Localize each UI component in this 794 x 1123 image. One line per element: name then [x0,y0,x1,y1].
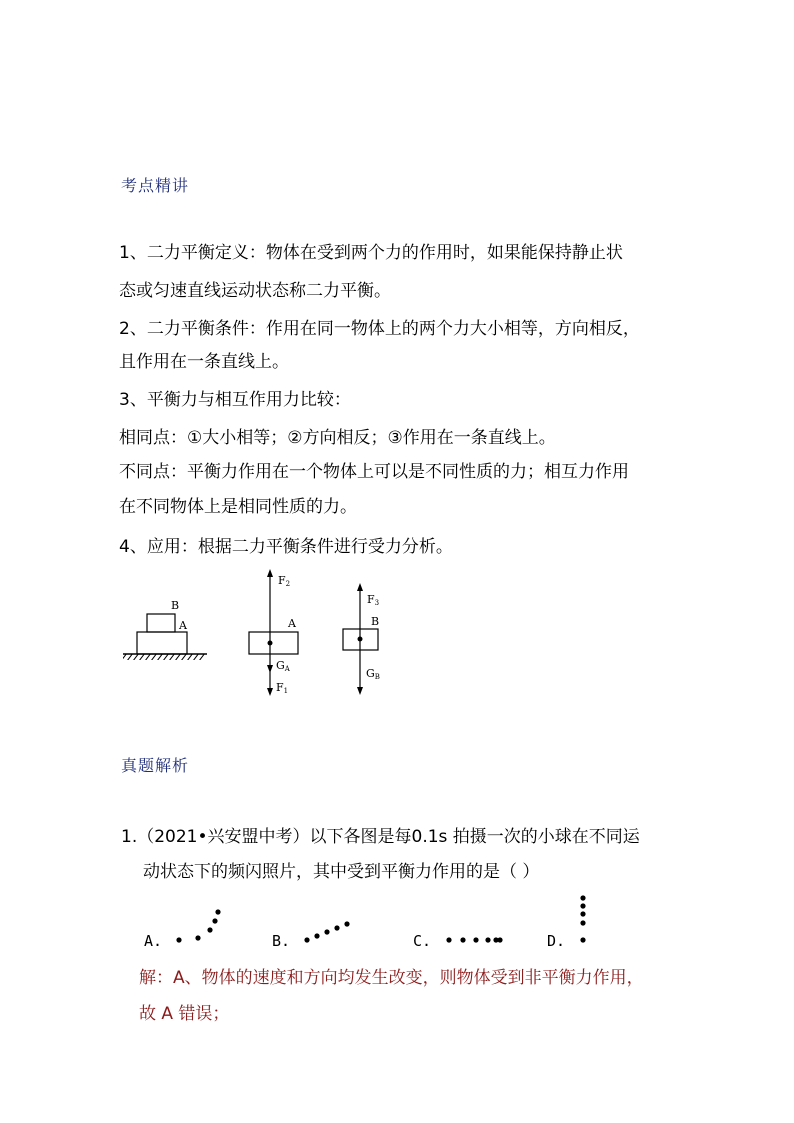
ground-hatch [123,654,205,660]
force-diagram [115,565,415,705]
block-a-center [268,641,273,646]
label-b: B [171,599,180,612]
option-a-dots [176,909,220,942]
question-line-1: 1.（2021•兴安盟中考）以下各图是每0.1s 拍摄一次的小球在不同运 [121,827,640,847]
diff-points-line-1: 不同点：平衡力作用在一个物体上可以是不同性质的力；相互力作用 [119,462,629,482]
arrow-f3-head [357,583,363,591]
answer-line-2: 故 A 错误； [139,1004,230,1024]
strobe-photos [160,890,600,950]
label-f2: F2 [278,574,291,588]
answer-line-1: 解：A、物体的速度和方向均发生改变，则物体受到非平衡力作用， [139,968,644,988]
point-3: 3、平衡力与相互作用力比较： [119,390,351,410]
option-a-label: A. [144,932,163,950]
label-a-fig2: A [288,617,296,630]
block-a-force-figure [249,569,298,696]
point-4: 4、应用：根据二力平衡条件进行受力分析。 [119,537,453,557]
question-line-2: 动状态下的频闪照片，其中受到平衡力作用的是（ ） [143,862,540,882]
arrow-ga-head [267,665,273,673]
section-heading-key-points: 考点精讲 [121,176,190,195]
label-ga: GA [276,659,290,673]
block-a-box [249,632,298,654]
block-b-force-figure [343,583,380,695]
option-b-label: B. [272,932,291,950]
option-c-label: C. [413,932,432,950]
point-2-line-2: 且作用在一条直线上。 [119,352,289,372]
block-a [137,632,187,654]
label-a: A [179,619,187,632]
arrow-f2-head [267,569,273,577]
option-b-dots [304,921,349,942]
block-b [147,614,175,632]
label-f1: F1 [276,681,289,695]
stacked-blocks-figure [123,599,207,660]
arrow-f1-head [267,688,273,696]
arrow-gb-head [357,687,363,695]
diff-points-line-2: 在不同物体上是相同性质的力。 [119,497,357,517]
section-heading-past-exams: 真题解析 [121,756,190,775]
option-d-dots [580,895,585,942]
block-b-center [358,637,363,642]
point-1-line-2: 态或匀速直线运动状态称二力平衡。 [119,281,391,301]
label-f3: F3 [367,593,380,607]
label-gb: GB [366,667,380,681]
point-2-line-1: 2、二力平衡条件：作用在同一物体上的两个力大小相等，方向相反， [119,319,640,339]
label-b-fig3: B [371,615,380,628]
same-points: 相同点：①大小相等；②方向相反；③作用在一条直线上。 [119,428,556,448]
option-c-dots [446,937,502,942]
point-1-line-1: 1、二力平衡定义：物体在受到两个力的作用时，如果能保持静止状 [119,243,623,263]
option-d-label: D. [547,932,566,950]
